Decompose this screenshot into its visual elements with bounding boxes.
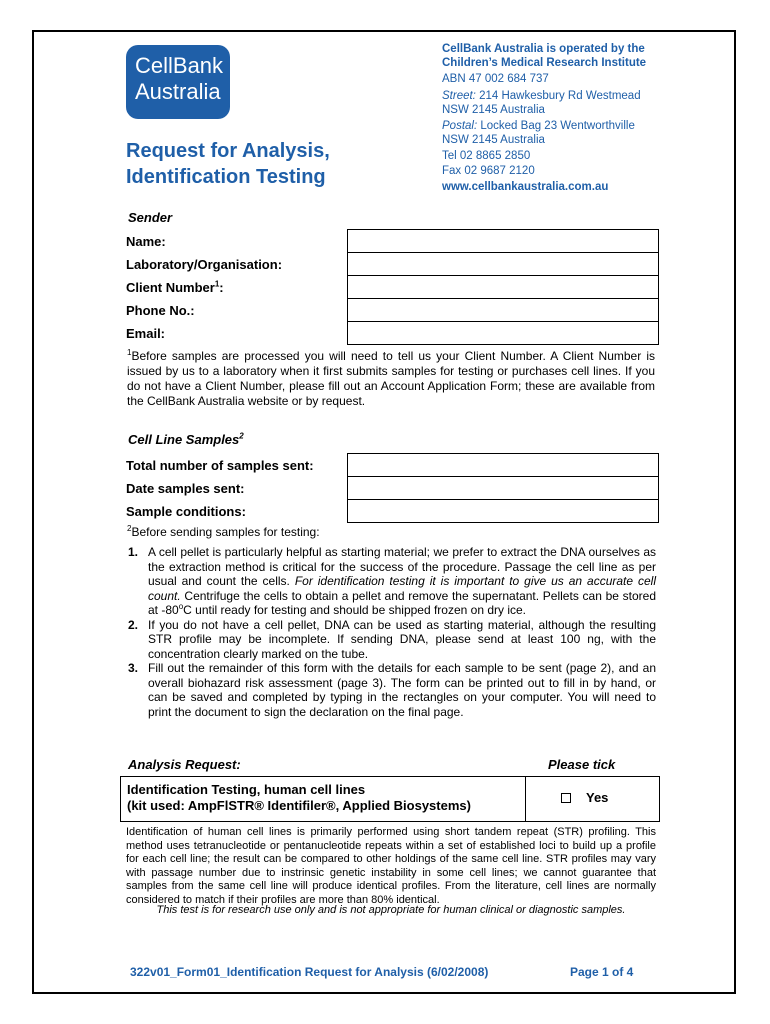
- conditions-row: [121, 500, 659, 523]
- operated-line1: CellBank Australia is operated by the: [442, 43, 645, 55]
- name-row: [121, 230, 659, 253]
- phone-row: [121, 299, 659, 322]
- operated-line2: Children’s Medical Research Institute: [442, 57, 647, 70]
- street-city: NSW 2145 Australia: [442, 103, 545, 116]
- client-label: Client Number$^1$:: [126, 279, 224, 295]
- street-value: 214 Hawkesbury Rd Westmead: [475, 89, 641, 102]
- client-number-field[interactable]: [348, 276, 659, 299]
- samples-note: $^2$Before sending samples for testing:: [127, 524, 320, 539]
- phone-field[interactable]: [348, 299, 659, 322]
- sender-heading: Sender: [128, 210, 173, 225]
- analysis-description: Identification of human cell lines is primarily performed using short tandem repeat (STR) profiling. This method uses tetranucleotide or pentanucleotide repeats within a set of established loci to build up a profile for each cell line; the result can be compared to other holdings of the same cell line. STR profiles may vary with passage number due to instrinsic genetic instability in some cell lines; we cannot guarantee that samples from the same cell line will produce identical profiles. From the literature, cell lines are normally considered to match if their profiles are more than 80% identical.: [126, 826, 656, 906]
- samples-heading: Cell Line Samples$^2$: [128, 431, 244, 447]
- page-title: [126, 138, 330, 190]
- conditions-field[interactable]: [348, 500, 659, 523]
- sample-steps: [126, 545, 656, 719]
- client-row: [121, 276, 659, 299]
- lab-field[interactable]: [348, 253, 659, 276]
- date-label: Date samples sent:: [126, 480, 245, 496]
- box-divider: [525, 777, 526, 821]
- lab-row: [121, 253, 659, 276]
- test-line1: Identification Testing, human cell lines: [127, 782, 366, 797]
- street-address: [442, 89, 732, 103]
- lab-label: Laboratory/Organisation:: [126, 256, 283, 272]
- postal-address: [442, 119, 732, 133]
- analysis-request-box: [120, 776, 660, 822]
- yes-checkbox[interactable]: [561, 793, 571, 803]
- client-number-note: $^1$Before samples are processed you will need to tell us your Client Number. A Client Number is issued by us to a laboratory when it first submits samples for testing or purchases cell lines. If you do not have a Client Number, please fill out an Account Application Form; these are available from the CellBank Australia website or by request.: [127, 348, 655, 408]
- step-item: 1. A cell pellet is particularly helpful as starting material; we prefer to extract the DNA ourselves as the extraction method is critical for the success of the procedure. Passage the cell line as per usual and count the cells. For identification testing it is important to give us an accurate cell count. Centrifuge the cells to obtain a pellet and remove the supernatant. Pellets can be stored at -80$^o$C until ready for testing and should be shipped frozen on dry ice.: [128, 545, 657, 617]
- yes-label: Yes: [586, 790, 609, 805]
- disclaimer: This test is for research use only and is not appropriate for human clinical or diagnostic samples.: [156, 904, 626, 916]
- page-number: Page 1 of 4: [570, 965, 634, 979]
- postal-city: NSW 2145 Australia: [442, 134, 545, 147]
- total-samples-field[interactable]: [348, 454, 659, 477]
- abn: ABN 47 002 684 737: [442, 73, 549, 86]
- analysis-heading: Analysis Request:: [128, 757, 241, 772]
- sender-table: [121, 229, 659, 345]
- test-line2: (kit used: AmpFlSTR® Identifiler®, Applied Biosystems): [127, 798, 471, 813]
- form-id: 322v01_Form01_Identification Request for Analysis (6/02/2008): [130, 965, 489, 979]
- step-item: 2. If you do not have a cell pellet, DNA can be used as starting material, although the resulting STR profile may be incomplete. If sending DNA, please send at least 100 ng, with the concentration clearly marked on the tube.: [128, 617, 656, 661]
- postal-label: Postal:: [442, 120, 478, 133]
- total-samples-label: Total number of samples sent:: [126, 457, 314, 473]
- email-label: Email:: [126, 325, 166, 341]
- website-link[interactable]: www.cellbankaustralia.com.au: [442, 180, 609, 193]
- logo-line2: Australia: [135, 79, 221, 104]
- name-label: Name:: [126, 233, 166, 249]
- postal-value: Locked Bag 23 Wentworthville: [477, 120, 635, 133]
- samples-table: [121, 453, 659, 523]
- conditions-label: Sample conditions:: [126, 503, 246, 519]
- cellbank-logo: [126, 45, 230, 119]
- please-tick-heading: Please tick: [548, 757, 616, 772]
- total-row: [121, 454, 659, 477]
- step-item: 3. Fill out the remainder of this form with the details for each sample to be sent (page 2), and an overall biohazard risk assessment (page 3). The form can be printed out to fill in by hand, or can be saved and completed by typing in the rectangles on your computer. You will need to print the document to sign the declaration on the final page.: [128, 661, 656, 719]
- contact-block: [442, 42, 732, 194]
- phone-label: Phone No.:: [126, 302, 195, 318]
- test-description: [127, 782, 471, 814]
- telephone: Tel 02 8865 2850: [442, 150, 531, 163]
- title-line2: Identification Testing: [126, 166, 326, 188]
- logo-line1: CellBank: [135, 53, 224, 78]
- email-field[interactable]: [348, 322, 659, 345]
- fax: Fax 02 9687 2120: [442, 164, 535, 177]
- email-row: [121, 322, 659, 345]
- title-line1: Request for Analysis,: [126, 140, 330, 162]
- date-row: [121, 477, 659, 500]
- street-label: Street:: [442, 89, 476, 102]
- date-field[interactable]: [348, 477, 659, 500]
- name-field[interactable]: [348, 230, 659, 253]
